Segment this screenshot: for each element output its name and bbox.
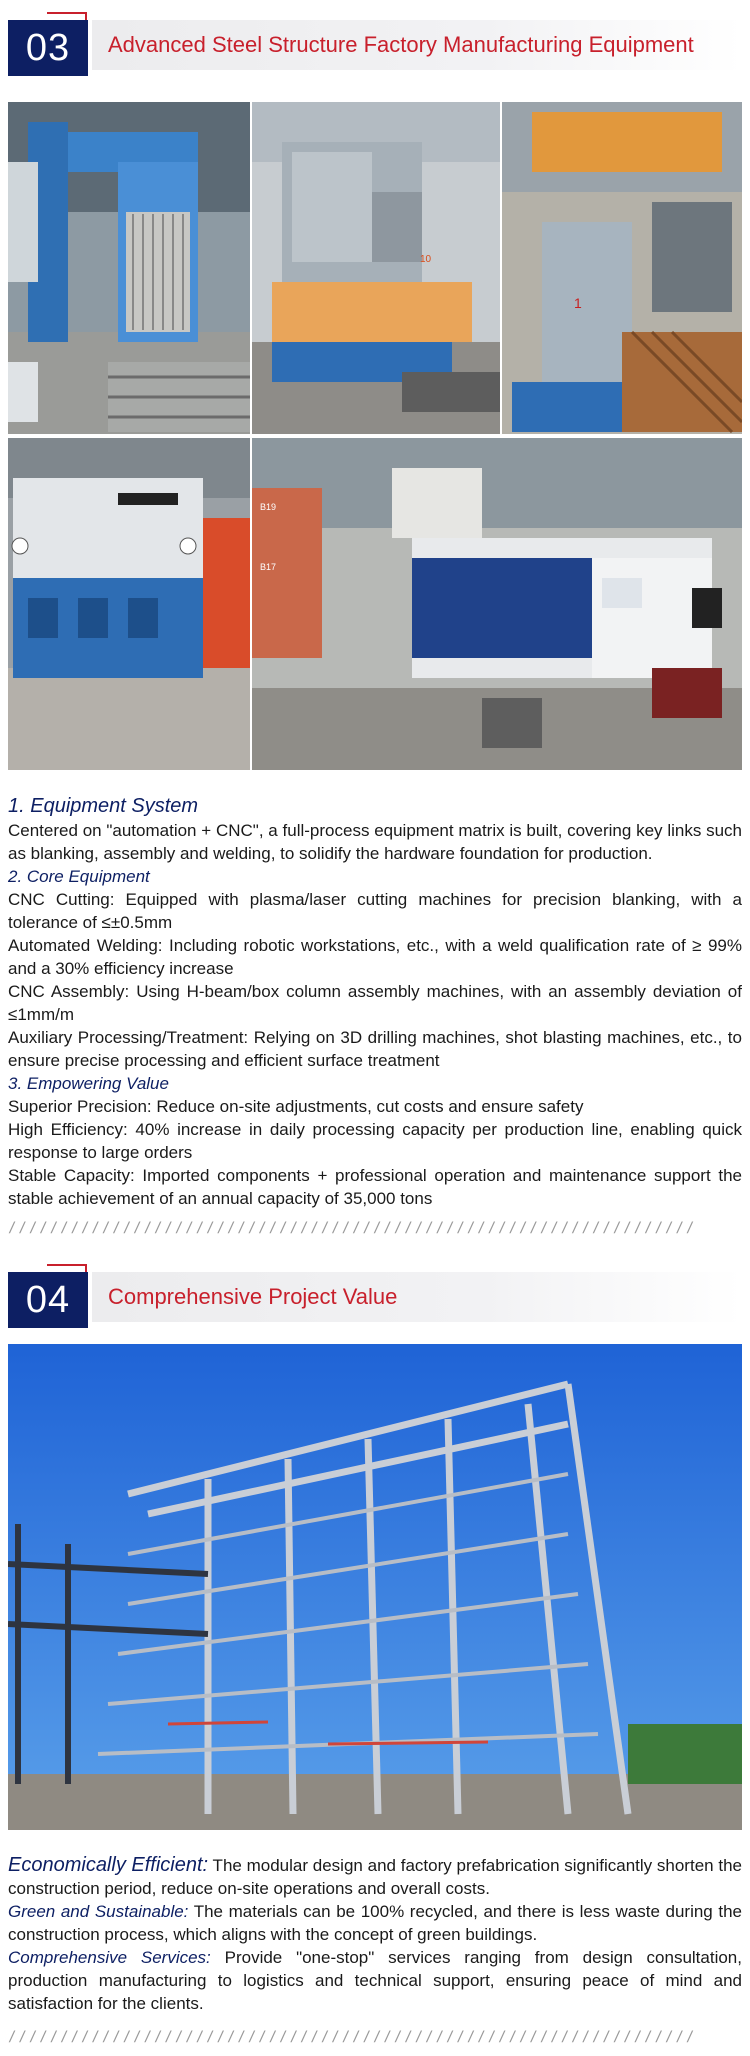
value-text: The modular design and factory prefabrication significantly shorten the construction period, reduce on-site operations and overall costs.: [8, 1856, 742, 1898]
machine-number-label: 10: [420, 254, 432, 265]
cnc-drilling-machine-photo: [252, 102, 500, 434]
laser-cutting-machine-photo: [252, 438, 742, 770]
section-04-header: [0, 1262, 750, 1340]
cnc-cutting-machine-photo: [502, 102, 742, 434]
value-item-economic: [8, 1854, 742, 1900]
shearing-machine-photo: [8, 438, 250, 770]
divider: //////////////////////////////////////////////////////////////////: [8, 1221, 697, 1235]
section-number: 04: [8, 1272, 88, 1328]
title-bar: [92, 1272, 742, 1322]
section-04-body: [8, 1854, 742, 2015]
value-item-green: [8, 1900, 742, 1946]
section-03-header: [0, 10, 750, 88]
section-title: Advanced Steel Structure Factory Manufacturing Equipment: [108, 32, 694, 57]
bay-label-1: B19: [260, 502, 277, 512]
title-bar: [92, 20, 742, 70]
value-lead: Comprehensive Services:: [8, 1948, 211, 1967]
equipment-item: Auxiliary Processing/Treatment: Relying on 3D drilling machines, shot blasting machines, etc., to ensure precise processing and efficient surface treatment: [8, 1028, 742, 1070]
intro-paragraph: Centered on "automation + CNC", a full-process equipment matrix is built, covering key links such as blanking, assembly and welding, to solidify the hardware foundation for production.: [8, 821, 742, 863]
machine-number-label-1: 1: [574, 295, 582, 311]
value-item: Stable Capacity: Imported components + professional operation and maintenance support the stable achievement of an annual capacity of 35,000 tons: [8, 1166, 742, 1208]
section-number: 03: [8, 20, 88, 76]
heading-empowering-value: 3. Empowering Value: [8, 1074, 169, 1093]
equipment-item: CNC Assembly: Using H-beam/box column assembly machines, with an assembly deviation of ≤1mm/m: [8, 982, 742, 1024]
value-item: High Efficiency: 40% increase in daily processing capacity per production line, enabling quick response to large orders: [8, 1120, 742, 1162]
equipment-item: Automated Welding: Including robotic workstations, etc., with a weld qualification rate of ≥ 99% and a 30% efficiency increase: [8, 936, 742, 978]
heading-equipment-system: 1. Equipment System: [8, 795, 199, 817]
value-text: Provide "one-stop" services ranging from design consultation, production manufacturing to logistics and technical support, ensuring peace of mind and satisfaction for the clients.: [8, 1948, 742, 2013]
value-item: Superior Precision: Reduce on-site adjustments, cut costs and ensure safety: [8, 1097, 584, 1116]
heading-core-equipment: 2. Core Equipment: [8, 867, 150, 886]
value-text: The materials can be 100% recycled, and there is less waste during the construction process, which aligns with the concept of green buildings.: [8, 1902, 743, 1944]
equipment-item: CNC Cutting: Equipped with plasma/laser cutting machines for precision blanking, with a tolerance of ≤±0.5mm: [8, 890, 742, 932]
value-lead: Economically Efficient:: [8, 1854, 209, 1876]
divider: //////////////////////////////////////////////////////////////////: [8, 2030, 697, 2044]
section-title: Comprehensive Project Value: [108, 1284, 398, 1309]
shot-blasting-machine-photo: [8, 102, 250, 434]
value-lead: Green and Sustainable:: [8, 1902, 189, 1921]
section-03-body: [8, 793, 742, 1210]
steel-frame-construction-photo: [8, 1344, 742, 1830]
value-item-services: [8, 1946, 742, 2015]
bay-label-2: B17: [260, 562, 277, 572]
